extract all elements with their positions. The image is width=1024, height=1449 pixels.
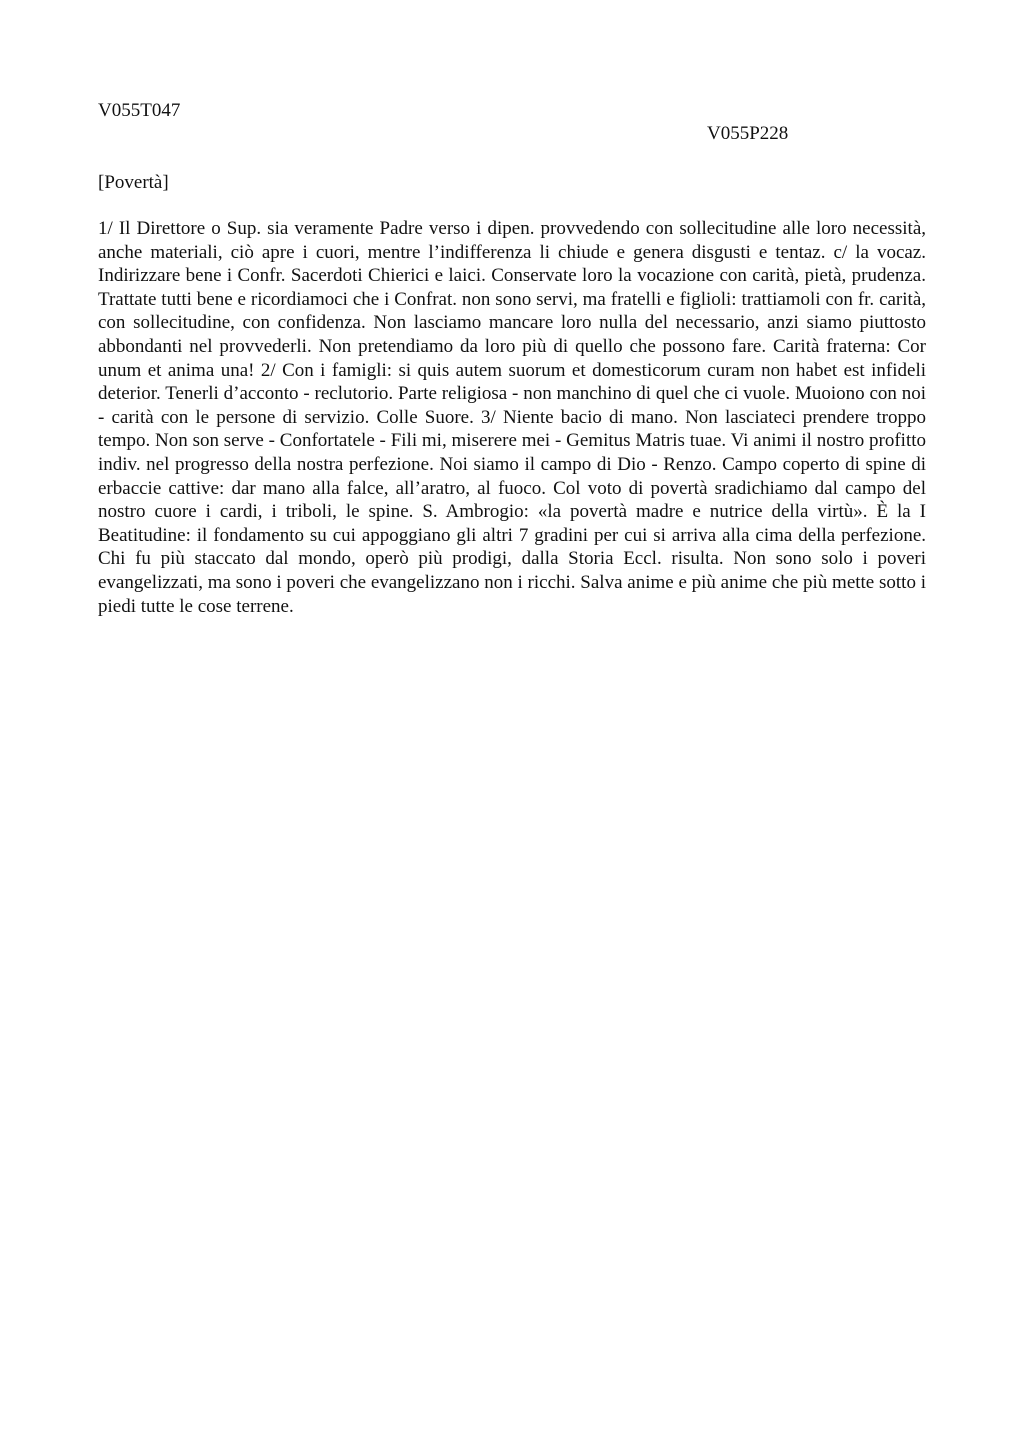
- page-id: V055P228: [707, 123, 789, 144]
- section-title: [Povertà]: [98, 172, 169, 193]
- body-paragraph: 1/ Il Direttore o Sup. sia veramente Padre verso i dipen. provvedendo con sollecitudine alle loro necessità, anche materiali, ciò apre i cuori, mentre l’indifferenza li chiude e genera disgusti e tentaz. c/ la vocaz. Indirizzare bene i Confr. Sacerdoti Chierici e laici. Conservate loro la vocazione con carità, pietà, prudenza. Trattate tutti bene e ricordiamoci che i Confrat. non sono servi, ma fratelli e figlioli: trattiamoli con fr. carità, con sollecitudine, con confidenza. Non lasciamo mancare loro nulla del necessario, anzi siamo piuttosto abbondanti nel provvederli. Non pretendiamo da loro più di quello che possono fare. Carità fraterna: Cor unum et anima una! 2/ Con i famigli: si quis autem suorum et domesticorum curam non habet est infideli deterior. Tenerli d’acconto - reclutorio. Parte religiosa - non manchino di quel che ci vuole. Muoiono con noi - carità con le persone di servizio. Colle Suore. 3/ Niente bacio di mano. Non lasciateci prendere troppo tempo. Non son serve - Confortatele - Fili mi, miserere mei - Gemitus Matris tuae. Vi animi il nostro profitto indiv. nel progresso della nostra perfezione. Noi siamo il campo di Dio - Renzo. Campo coperto di spine di erbaccie cattive: dar mano alla falce, all’aratro, al fuoco. Col voto di povertà sradichiamo dal campo del nostro cuore i cardi, i triboli, le spine. S. Ambrogio: «la povertà madre e nutrice della virtù». È la I Beatitudine: il fondamento su cui appoggiano gli altri 7 gradini per cui si arriva alla cima della perfezione. Chi fu più staccato dal mondo, operò più prodigi, dalla Storia Eccl. risulta. Non sono solo i poveri evangelizzati, ma sono i poveri che evangelizzano non i ricchi. Salva anime e più anime che più mette sotto i piedi tutte le cose terrene.: [98, 218, 926, 617]
- document-id: V055T047: [98, 100, 181, 121]
